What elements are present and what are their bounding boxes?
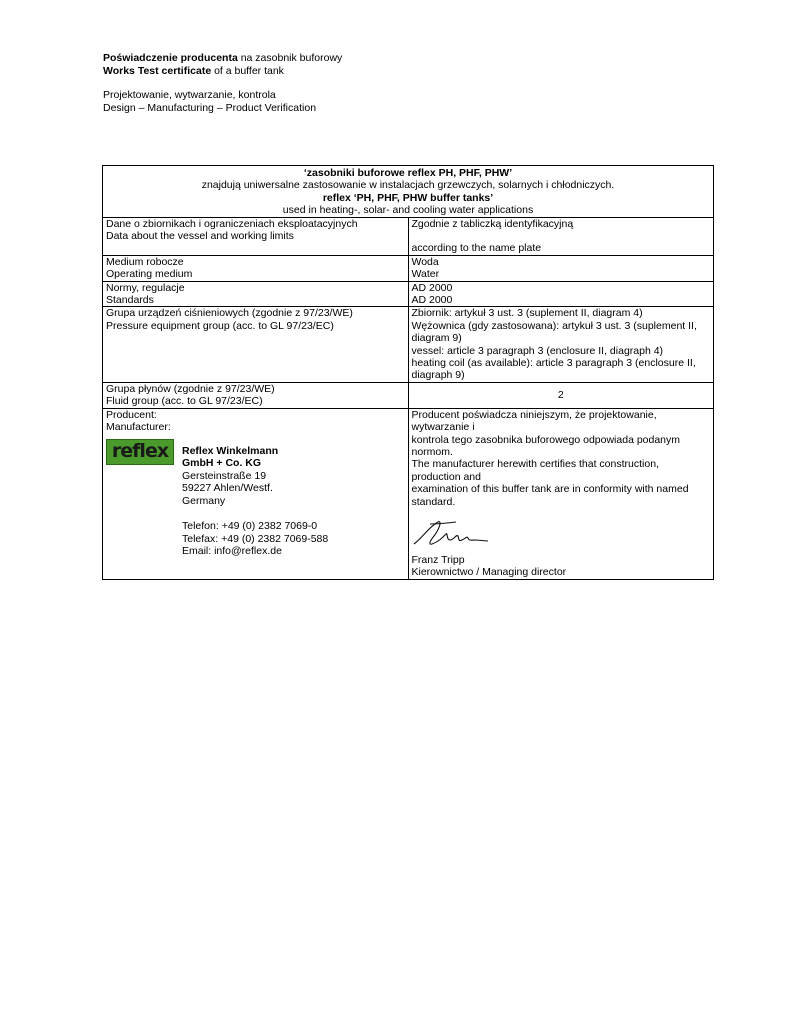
reflex-logo: reflex	[106, 439, 174, 465]
row-label-standards: Normy, regulacje Standards	[103, 281, 409, 307]
row-label-fluid-group: Grupa płynów (zgodnie z 97/23/WE) Fluid group (acc. to GL 97/23/EC)	[103, 382, 409, 408]
product-title-english: reflex ‘PH, PHF, PHW buffer tanks’	[322, 191, 494, 204]
subtitle-polish: Projektowanie, wytwarzanie, kontrola	[103, 89, 276, 101]
certificate-table	[102, 165, 714, 580]
table-row	[103, 382, 714, 408]
product-title-polish: ‘zasobniki buforowe reflex PH, PHF, PHW’	[303, 167, 513, 179]
row-value-fluid-group: 2	[408, 382, 714, 408]
email-address: Email: info@reflex.de	[182, 545, 282, 558]
table-title-cell	[103, 166, 714, 218]
subtitle-english: Design – Manufacturing – Product Verification	[103, 102, 317, 114]
phone-number: Telefon: +49 (0) 2382 7069-0	[182, 520, 318, 533]
row-value-standards: AD 2000 AD 2000	[408, 281, 714, 307]
title-english: Works Test certificate of a buffer tank	[103, 65, 284, 77]
row-label-medium: Medium robocze Operating medium	[103, 255, 409, 281]
table-row	[103, 217, 714, 255]
table-title-row	[103, 166, 714, 218]
row-value-pressure-group: Zbiornik: artykuł 3 ust. 3 (suplement II, diagram 4) Wężownica (gdy zastosowana): artykuł 3 ust. 3 (suplement II, diagram 9) vessel: article 3 paragraph 3 (enclosure II, diagraph 4) heating coil (as available): article 3 paragraph 3 (enclosure II, diagraph 9)	[408, 307, 714, 382]
document-header	[103, 52, 342, 115]
signer-role: Kierownictwo / Managing director	[411, 566, 567, 579]
fax-number: Telefax: +49 (0) 2382 7069-588	[182, 532, 329, 545]
row-value-medium: Woda Water	[408, 255, 714, 281]
manufacturer-label-polish: Producent:	[106, 408, 157, 421]
table-row	[103, 255, 714, 281]
row-label-pressure-group: Grupa urządzeń ciśnieniowych (zgodnie z 97/23/WE) Pressure equipment group (acc. to GL 97/23/EC)	[103, 307, 409, 382]
certification-cell: Producent poświadcza niniejszym, że projektowanie, wytwarzanie i kontrola tego zasobnika buforowego odpowiada podanym normom. The manufacturer herewith certifies that construction, production and examination of this buffer tank are in conformity with named standard. Franz Tripp Kierownictwo / Managing director	[408, 408, 714, 579]
table-row	[103, 408, 714, 579]
table-row	[103, 307, 714, 382]
row-value-vessel-data: Zgodnie z tabliczką identyfikacyjną according to the name plate	[408, 217, 714, 255]
manufacturer-label-english: Manufacturer:	[106, 421, 171, 434]
signer-name: Franz Tripp	[411, 553, 465, 566]
product-desc-english: used in heating-, solar- and cooling water applications	[282, 204, 534, 217]
manufacturer-address: Reflex Winkelmann GmbH + Co. KG Gersteinstraße 19 59227 Ahlen/Westf. Germany Telefon: +49 (0) 2382 7069-0 Telefax: +49 (0) 2382 7069-588 Email: info@reflex.de	[182, 444, 329, 558]
title-polish: Poświadczenie producenta na zasobnik buforowy	[103, 52, 343, 64]
signature	[412, 518, 492, 550]
table-row	[103, 281, 714, 307]
manufacturer-cell	[103, 408, 409, 579]
product-desc-polish: znajdują uniwersalne zastosowanie w instalacjach grzewczych, solarnych i chłodniczych.	[201, 179, 615, 192]
row-label-vessel-data: Dane o zbiornikach i ograniczeniach eksploatacyjnych Data about the vessel and working limits	[103, 217, 409, 255]
